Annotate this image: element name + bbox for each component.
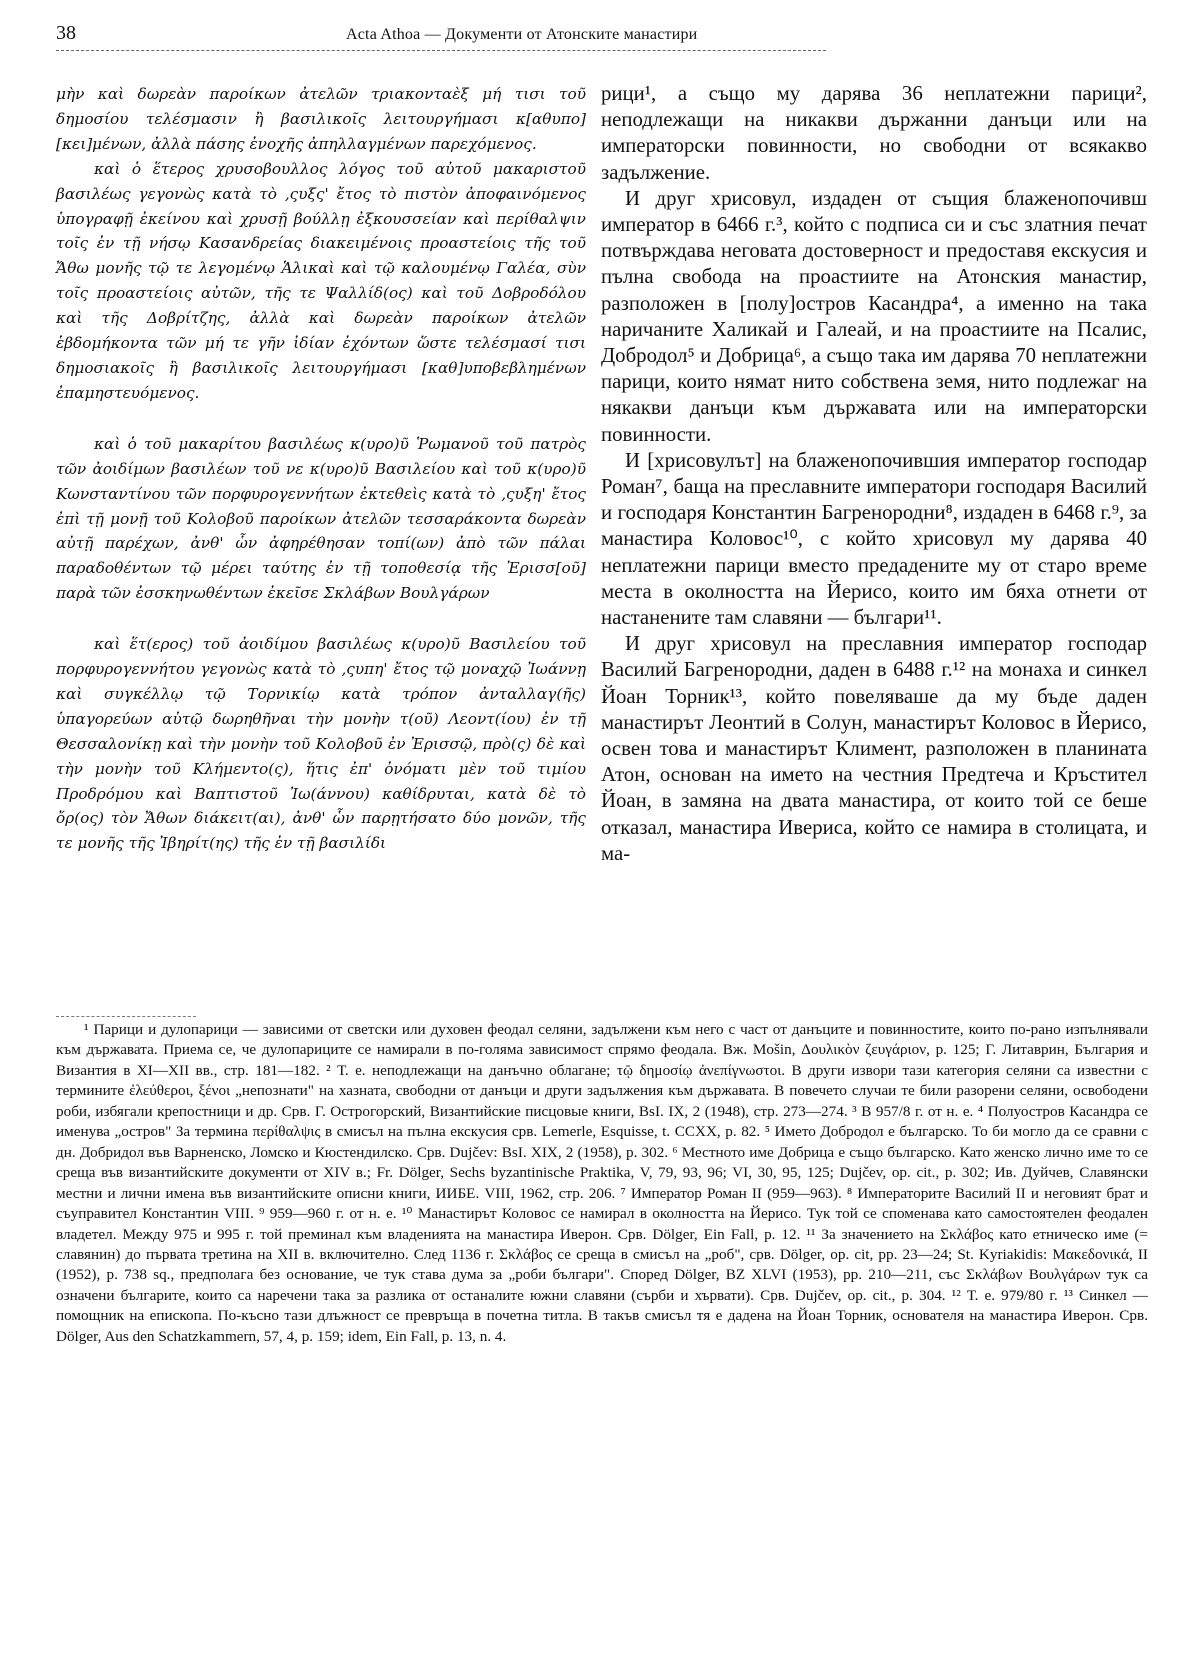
greek-paragraph: καὶ ἕτ(ερος) τοῦ ἀοιδίμου βασιλέως κ(υρο)ῦ Βασιλείου τοῦ πορφυρογεννήτου γεγονὼς κατὰ τὸ ‚ςυπη' ἔτος τῷ μοναχῷ Ἰωάννῃ καὶ συγκέλλῳ τῷ Τορνικίῳ κατὰ τρόπον ἀνταλλαγ(ῆς) ὑπαγορεύων αὐτῷ δωρηθῆναι τὴν μονὴν τ(οῦ) Λεοντ(ίου) ἐν τῇ Θεσσαλονίκῃ καὶ τὴν μονὴν τοῦ Κολοβοῦ ἐν Ἐρισσῷ, πρὸ(ς) δὲ καὶ τὴν μονὴν τοῦ Κλήμεντο(ς), ἥτις ἐπ' ὀνόματι μὲν τοῦ τιμίου Προδρόμου καὶ Βαπτιστοῦ Ἰω(άννου) καθίδρυται, κατὰ δὲ τὸ ὄρ(ος) τὸν Ἄθων διάκειτ(αι), ἀνθ' ὧν παρῃτήσατο δύο μονῶν, τῆς τε μονῆς τῆς Ἰβηρίτ(ης) τῆς ἐν τῇ βασιλίδι	[56, 635, 586, 853]
page-number: 38	[56, 22, 76, 44]
footnotes	[56, 1020, 1148, 1347]
page-header	[56, 20, 826, 54]
greek-paragraph: μὴν καὶ δωρεὰν παροίκων ἀτελῶν τριακονταὲξ μή τισι τοῦ δημοσίου τελέσμασιν ἢ βασιλικοῖς λειτουργήμασι κ[αθυπο] [κει]μένων, ἀλλὰ πάσης ἐνοχῆς ἀπηλλαγμένων παρεχόμενος.	[56, 85, 586, 153]
footnote-divider	[56, 1016, 196, 1017]
greek-paragraph: καὶ ὁ ἕτερος χρυσοβουλλος λόγος τοῦ αὐτοῦ μακαριστοῦ βασιλέως γεγονὼς κατὰ τὸ ‚ςυξς' ἔτος τὸ πιστὸν ἀποφαινόμενος ὑπογραφῇ ἐκείνου καὶ χρυσῇ βούλλῃ ἐξκουσσείαν καὶ περίθαλψιν τοῖς ἐν τῇ νήσῳ Κασανδρείας διακειμένοις προαστείοις τῆς τοῦ Ἄθω μονῆς τῷ τε λεγομένῳ Ἁλικαὶ καὶ τῷ καλουμένῳ Γαλέα, σὺν τοῖς προαστείοις αὐτῶν, τῆς τε Ψαλλίδ(ος) καὶ τοῦ Δοβροδόλου καὶ τῆς Δοβρίτζης, ἀλλὰ καὶ δωρεὰν παροίκων ἀτελῶν ἑβδομήκοντα τῶν μή τε γῆν ἰδίαν ἐχόντων ὥστε τελέσμασί τισι δημοσιακοῖς ἢ βασιλικοῖς λειτουργήμασι [καθ]υποβεβλημένων ἐπαμηστευόμενος.	[56, 159, 586, 402]
header-divider	[56, 50, 826, 51]
translation-paragraph: И друг хрисовул на преславния император господар Василий Багренородни, даден в 6488 г.¹² на монаха и синкел Йоан Торник¹³, който повеляваше да му бъде даден манастирът Леонтий в Солун, манастирът Коловос в Йерисо, освен това и манастирът Климент, разположен в планината Атон, основан на името на честния Предтеча и Кръстител Йоан, в замяна на двата манастира, от които той се беше отказал, манастира Ивериса, който се намира в столицата, и ма-	[601, 632, 1147, 865]
translation-paragraph: И [хрисовулът] на блаженопочившия император господар Роман⁷, баща на преславните императори господаря Василий и господаря Константин Багренородни⁸, издаден в 6468 г.⁹, за манастира Коловос¹⁰, с който хрисовул му дарява 40 неплатежни парици вместо предадените му от старо време места в околността на Йерисо, които им бяха отнети от настанените там славяни — българи¹¹.	[601, 448, 1147, 630]
translation-paragraph: И друг хрисовул, издаден от същия блаженопочивш император в 6466 г.³, който с подписа си и със златния печат потвърждава неговата достоверност и предоставя екскусия и пълна свобода на проастиите на Атонския манастир, разположен в [полу]остров Касандра⁴, а именно на така наричаните Халикай и Галеай, и на проастиите на Псалис, Добродол⁵ и Добрица⁶, а също така им дарява 70 неплатежни парици, които нямат нито собствена земя, нито подлежаг на някакви данъци към държавата или на императорски повинности.	[601, 186, 1147, 446]
translation-paragraph: рици¹, а също му дарява 36 неплатежни парици², неподлежащи на никакви държанни данъци или на императорски повинности, но свободни от всякакво задължение.	[601, 82, 1147, 184]
greek-paragraph: καὶ ὁ τοῦ μακαρίτου βασιλέως κ(υρο)ῦ Ῥωμανοῦ τοῦ πατρὸς τῶν ἀοιδίμων βασιλέων τοῦ νε κ(υρο)ῦ Βασιλείου καὶ τοῦ κ(υρο)ῦ Κωνσταντίνου τῶν πορφυρογεννήτων ἐκτεθεὶς κατὰ τὸ ‚ςυξη' ἔτος ἐπὶ τῇ μονῇ τοῦ Κολοβοῦ παροίκων ἀτελῶν τεσσαράκοντα δωρεὰν αὐτῇ παρέχων, ἀνθ' ὧν ἀφηρέθησαν τοπί(ων) ἀπὸ τῶν πάλαι παραδοθέντων τῷ μέρει ταύτης ἐν τῇ τοποθεσίᾳ τῆς Ἐρισσ[οῦ] παρὰ τῶν ἐσσκηνωθέντων ἐκεῖσε Σκλάβων Βουλγάρων	[56, 434, 586, 603]
footnote-text: ¹ Парици и дулопарици — зависими от светски или духовен феодал селяни, задължени към него с част от данъците и повинностите, които по-рано изпълнявали към държавата. Приема се, че дулопариците се намирали в по-голяма зависимост спрямо феодала. Вж. Mošin, Δουλικὸν ζευγάριον, p. 125; Г. Литаврин, България и Византия в XI—XII вв., стр. 181—182. ² Т. е. неподлежащи на данъчно облагане; τῷ δημοσίῳ ἀνεπίγνωστοι. В други извори тази категория селяни са известни с термините ἐλεύθεροι, ξένοι „непознати" на хазната, свободни от данъци и други задължения към държавата. В повечето случаи те били разорени селяни, освободени роби, избягали крепостници и др. Срв. Г. Острогорский, Византийские писцовые книги, BsI. IX, 2 (1948), стр. 273—274. ³ В 957/8 г. от н. е. ⁴ Полуостров Касандра се именува „остров" За термина περίθαλψις в смисъл на пълна екскусия срв. Lemerle, Esquisse, t. CCXX, p. 82. ⁵ Името Добродол е българско. То би могло да се сравни с дн. Добридол във Варненско, Ломско и Кюстендилско. Срв. Dujčev: BsI. XIX, 2 (1958), p. 302. ⁶ Местното име Добрица е също българско. Като женско лично име то се среща във византийските документи от XIV в.; Fr. Dölger, Sechs byzantinische Praktika, V, 79, 93, 96; VI, 30, 95, 125; Dujčev, op. cit., p. 302; Ив. Дуйчев, Славянски местни и лични имена във византийските описни книги, ИИБЕ. VIII, 1962, стр. 206. ⁷ Император Роман II (959—963). ⁸ Императорите Василий II и неговият брат и съуправител Константин VIII. ⁹ 959—960 г. от н. е. ¹⁰ Манастирът Коловос се намирал в околността на Йерисо. Тук той се споменава като самостоятелен феодален владетел. Между 975 и 995 г. той преминал към владенията на манастира Иверон. Срв. Dölger, Ein Fall, p. 12. ¹¹ За значението на Σκλάβος като етническо име (= славянин) до първата третина на XII в. включително. След 1136 г. Σκλάβος се среща в смисъл на „роб", срв. Dölger, op. cit, pp. 23—24; St. Kyriakidis: Μακεδονικά, II (1952), p. 738 sq., предполага без основание, че тук става дума за „роби българи". Според Dölger, BZ XLVI (1953), pp. 210—211, със Σκλάβων Βουλγάρων тук са означени българите, които са наречени така за разлика от останалите южни славяни (сърби и хървати). Срв. Dujčev, op. cit., p. 304. ¹² Т. е. 979/80 г. ¹³ Синкел — помощник на епископа. По-късно тази длъжност се превръща в почетна титла. В такъв смисъл тя е дадена на Йоан Торник, основателя на манастира Иверон. Срв. Dölger, Aus den Schatzkammern, 57, 4, p. 159; idem, Ein Fall, p. 13, n. 4.	[56, 1021, 1148, 1345]
bulgarian-translation-column	[601, 81, 1147, 867]
greek-text-column	[56, 82, 586, 856]
running-head: Acta Athoa — Документи от Атонските манастири	[346, 26, 698, 43]
